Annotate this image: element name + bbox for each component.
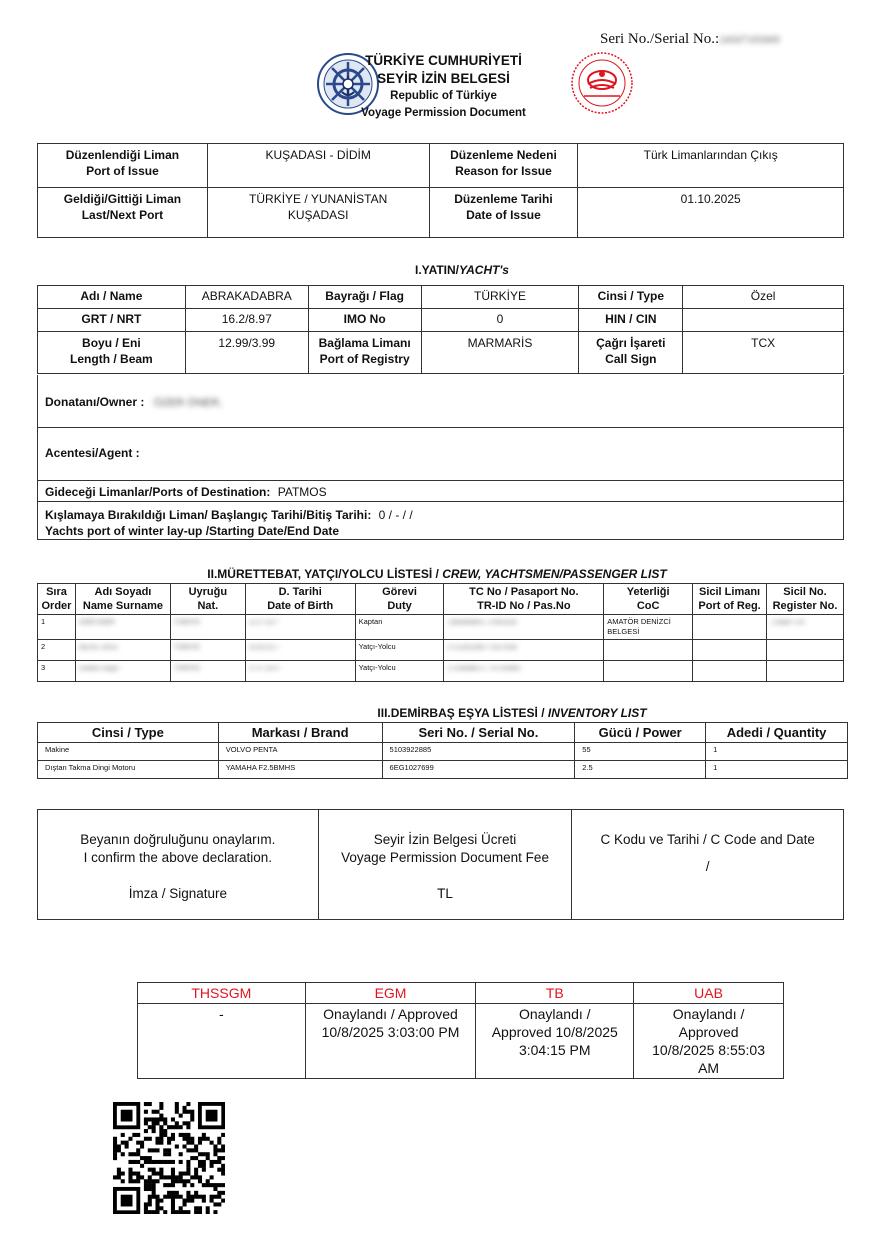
crew-header-text: Görevi [382,586,417,598]
header-line-2: SEYİR İZİN BELGESİ [377,71,510,86]
inventory-header-1: Markası / Brand [218,723,382,743]
crew-header-8 [767,584,844,615]
name-value: ABRAKADABRA [185,286,308,309]
crew-cell-dob [245,661,355,682]
crew-cell-order [38,640,76,661]
crew-header-text: Duty [387,600,412,612]
destination-row [37,481,844,502]
serial-number [600,31,780,48]
approval-status-0: - [138,1004,306,1079]
crew-header-0 [38,584,76,615]
inventory-cell-type: Dıştan Takma Dingi Motoru [38,761,219,779]
crew-reg: T2368677XX [770,620,806,626]
crew-header-4 [355,584,444,615]
type-value: Özel [683,286,844,309]
hin-label: HIN / CIN [579,309,683,332]
destination-value: PATMOS [277,485,327,499]
crew-header-text: Sıra [46,586,67,598]
crew-cell-coc [604,640,693,661]
registry-label: Bağlama Limanı Port of Registry [308,332,421,374]
inventory-row [38,743,848,761]
inventory-cell-serial: 5103922885 [382,743,575,761]
ministry-logo [570,50,634,116]
crew-header-6 [604,584,693,615]
crew-header-text: Order [41,600,72,612]
agent-label: Acentesi/Agent : [45,446,140,460]
callsign-value: TCX [683,332,844,374]
winter-label-1: Kışlamaya Bırakıldığı Liman/ Başlangıç Tarihi/Bitiş Tarihi: [45,508,372,522]
owner-row [37,375,844,428]
crew-nat: TÜRKİYE [173,666,200,672]
approval-authority-3: UAB [634,983,784,1004]
callsign-label: Çağrı İşareti Call Sign [579,332,683,374]
crew-order: 1 [41,617,46,626]
crew-cell-duty [355,640,444,661]
inventory-table [37,722,848,779]
reason-value: Türk Limanlarından Çıkış [578,144,844,188]
crew-cell-dob [245,640,355,661]
crew-cell-nat [170,661,245,682]
date-of-issue-value: 01.10.2025 [578,188,844,238]
inventory-header-2: Seri No. / Serial No. [382,723,575,743]
crew-cell-name [75,640,170,661]
crew-header-text: Name Surname [82,600,163,612]
date-of-issue-label: Düzenleme Tarihi Date of Issue [429,188,578,238]
fee-en: Voyage Permission Document Fee [341,850,549,865]
crew-cell-name [75,615,170,640]
inventory-cell-power: 2.5 [575,761,706,779]
crew-header-7 [693,584,767,615]
crew-section-title: II.MÜRETTEBAT, YATÇI/YOLCU LİSTESİ / CREW, YACHTSMEN/PASSENGER LIST [207,567,667,581]
crew-cell-reg [767,640,844,661]
declaration-table [37,809,844,920]
crew-cell-port [693,661,767,682]
crew-dob: 07.07.1970 [248,666,279,672]
crew-header-text: TC No / Pasaport No. [469,586,579,598]
crew-cell-order [38,615,76,640]
crew-header-2 [170,584,245,615]
crew-header-text: CoC [636,600,660,612]
approval-authority-0: THSSGM [138,983,306,1004]
crew-row [38,640,844,661]
crew-nat: TÜRKİYE [173,645,200,651]
crew-cell-port [693,640,767,661]
crew-cell-coc [604,615,693,640]
inventory-row [38,761,848,779]
flag-label: Bayrağı / Flag [308,286,421,309]
crew-cell-id [444,661,604,682]
crew-dob: 21.07.1977 [248,620,279,626]
issue-info-table [37,143,844,238]
crew-table [37,583,844,682]
agent-row [37,428,844,481]
yacht-section-title: I.YATIN/YACHT's [415,263,509,277]
crew-header-1 [75,584,170,615]
crew-row [38,661,844,682]
inventory-cell-qty: 1 [706,743,848,761]
crew-cell-port [693,615,767,640]
crew-nat: TÜRKİYE [173,620,200,626]
c-code-value: / [705,859,710,874]
winter-value: 0 / - / / [378,508,413,522]
signature-label: İmza / Signature [128,886,227,901]
crew-header-text: Nat. [197,600,219,612]
crew-cell-coc [604,661,693,682]
crew-id: 17230888871 / TR7509963 [447,666,521,672]
approvals-table [137,982,784,1079]
imo-value: 0 [421,309,579,332]
flag-value: TÜRKİYE [421,286,579,309]
crew-header-text: TR-ID No / Pas.No [477,600,571,612]
crew-name: Gülbahi Sargın [78,666,120,672]
owner-label: Donatanı/Owner : [45,395,145,409]
crew-header-text: Adı Soyadı [94,586,152,598]
crew-cell-duty [355,615,444,640]
fee-cell [318,810,572,920]
crew-id: 13669688841 / U0953508 [447,620,517,626]
approval-status-1: Onaylandı / Approved 10/8/2025 3:03:00 PM [305,1004,476,1079]
crew-cell-order [38,661,76,682]
crew-name: MERAL UNSA [78,645,118,651]
approval-status-3: Onaylandı / Approved 10/8/2025 8:55:03 AM [634,1004,784,1079]
header-line-4: Voyage Permission Document [361,107,526,119]
crew-order: 3 [41,663,46,672]
c-code-cell [572,810,844,920]
fee-value: TL [437,886,453,901]
crew-coc: AMATÖR DENİZCİ BELGESİ [607,617,671,636]
crew-cell-duty [355,661,444,682]
crew-header-text: Date of Birth [267,600,334,612]
crew-cell-nat [170,615,245,640]
owner-value: ÖZER ÖNER, [153,397,223,409]
crew-name: ÖZER ÖNER [78,620,115,626]
crew-dob: 18.08.1977 [248,645,279,651]
header-line-1: TÜRKİYE CUMHURİYETİ [365,53,522,68]
crew-cell-name [75,661,170,682]
confirm-en: I confirm the above declaration. [83,850,273,865]
inventory-cell-brand: VOLVO PENTA [218,743,382,761]
crew-cell-reg [767,615,844,640]
port-of-issue-label: Düzenlendiği Liman Port of Issue [38,144,208,188]
type-label: Cinsi / Type [579,286,683,309]
crew-row [38,615,844,640]
hin-value [683,309,844,332]
header-line-3: Republic of Türkiye [390,90,497,102]
c-code-label: C Kodu ve Tarihi / C Code and Date [600,832,815,847]
qr-code [113,1102,225,1214]
inventory-cell-qty: 1 [706,761,848,779]
crew-order: 2 [41,642,46,651]
crew-header-text: Port of Reg. [698,600,761,612]
yacht-info-table [37,285,844,374]
inventory-cell-power: 55 [575,743,706,761]
confirm-tr: Beyanın doğruluğunu onaylarım. [80,832,276,847]
crew-header-text: D. Tarihi [278,586,322,598]
inventory-cell-serial: 6EG1027699 [382,761,575,779]
inventory-header-3: Gücü / Power [575,723,706,743]
confirmation-cell [38,810,319,920]
winter-label-2: Yachts port of winter lay-up /Starting Date/End Date [45,524,340,538]
crew-header-text: Uyruğu [188,586,228,598]
crew-cell-id [444,640,604,661]
name-label: Adı / Name [38,286,186,309]
crew-duty: Yatçı-Yolcu [358,663,396,672]
reason-label: Düzenleme Nedeni Reason for Issue [429,144,578,188]
last-next-port-value: TÜRKİYE / YUNANİSTAN KUŞADASI [207,188,429,238]
crew-header-text: Sicil No. [783,586,827,598]
crew-cell-nat [170,640,245,661]
inventory-header-4: Adedi / Quantity [706,723,848,743]
inventory-cell-brand: YAMAHA F2.5BMHS [218,761,382,779]
approval-status-2: Onaylandı / Approved 10/8/2025 3:04:15 PM [476,1004,634,1079]
inventory-section-title: III.DEMİRBAŞ EŞYA LİSTESİ / INVENTORY LIST [377,706,647,720]
inventory-cell-type: Makine [38,743,219,761]
winter-layup-row [37,502,844,540]
crew-cell-id [444,615,604,640]
crew-header-text: Register No. [772,600,838,612]
length-label: Boyu / Eni Length / Beam [38,332,186,374]
serial-value: 24507105009 [719,34,780,46]
crew-duty: Yatçı-Yolcu [358,642,396,651]
approval-authority-1: EGM [305,983,476,1004]
crew-cell-dob [245,615,355,640]
registry-value: MARMARİS [421,332,579,374]
serial-label: Seri No./Serial No.: [600,31,720,47]
imo-label: IMO No [308,309,421,332]
approval-authority-2: TB [476,983,634,1004]
crew-cell-reg [767,661,844,682]
document-header [300,52,587,122]
crew-header-5 [444,584,604,615]
crew-header-text: Yeterliği [626,586,670,598]
inventory-header-0: Cinsi / Type [38,723,219,743]
crew-header-3 [245,584,355,615]
fee-tr: Seyir İzin Belgesi Ücreti [373,832,517,847]
grt-label: GRT / NRT [38,309,186,332]
crew-id: 37121953396 / U1873548 [447,645,517,651]
length-value: 12.99/3.99 [185,332,308,374]
last-next-port-label: Geldiği/Gittiği Liman Last/Next Port [38,188,208,238]
destination-label: Gideceği Limanlar/Ports of Destination: [45,485,271,499]
crew-header-text: Sicil Limanı [698,586,761,598]
crew-duty: Kaptan [358,617,383,626]
port-of-issue-value: KUŞADASI - DİDİM [207,144,429,188]
grt-value: 16.2/8.97 [185,309,308,332]
